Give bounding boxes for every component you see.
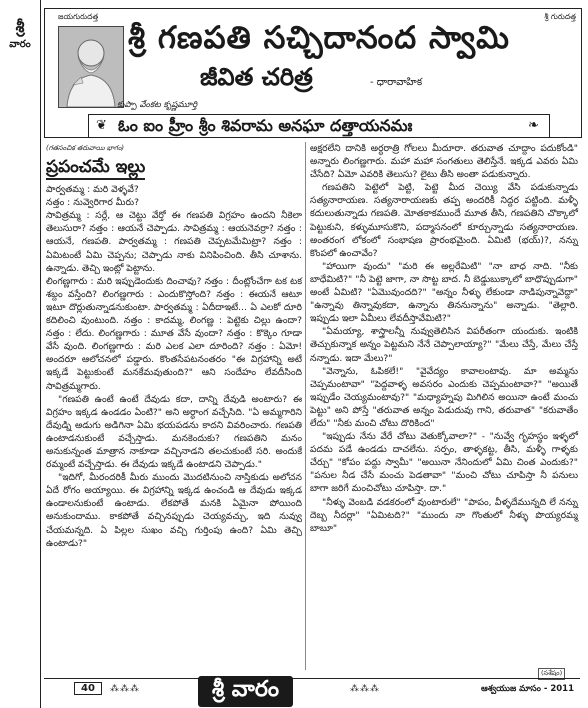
author-name: కుప్పా వేంకట కృష్ణమూర్తి	[117, 100, 198, 110]
article-subtitle: జీవిత చరిత్ర	[200, 62, 313, 91]
paragraph: లింగణ్ణగారు : మరి ఇప్పుడెందుకు దించావు? నత్తం : దీంట్లోంచేగా టక టక శబ్దం వస్తేంది? లింగణ్ణగారు : ఎందుకొస్తోంది? నత్తం : ఈయనే ఆటూ ఇటూ దొర్లుతున్నాడనుకుంటా. పార్వతమ్మ : ఏదీదాఇటే... ఏ ఎలకో దూరి కదిలించి వుంటుంది. నత్తం : కాదమ్మ, లింగణ్ణ : పెట్టెకు చిల్లు ఉందా? నత్తం : లేదు. లింగణ్ణగారు : మూత వేసే వుందా? నత్తం : కొక్కెం గూడా వేసే వుంది. లింగణ్ణగారు : మరి ఎలక ఎలా దూరింది? నత్తం : ఏమో! అందరూ ఆలోచనలో పడ్డారు. కొంతసేపటనంతరం "ఈ విగ్రహాన్ని అటే ఇక్కడే పెట్టుకుంటే మనకేమవుతుంది?" ఆని సందేహం లేవదీసింది సావిత్రమ్మగారు.	[46, 275, 302, 392]
column-divider	[305, 142, 306, 670]
section-heading: ప్రపంచమే ఇల్లు	[46, 156, 145, 180]
paragraph: "ఏమయ్యా, శాస్త్రాలన్నీ నువ్వుతెలిసిన విపరీతంగా యందుకు. ఇంటికి తెచ్చుకున్నాక అన్నం పెట్టమని నేనే చెప్పాలాయ్యా?" "మేలు చేస్తే, మేలు చేస్తే నన్నాడు. ఇదా మేలు?"	[310, 326, 578, 364]
serial-label: - ధారావాహిక	[370, 77, 423, 88]
paragraph: అక్షరలేని దానికి అర్ధరాత్రి గోలలు మీదూరా. తరువాత చూద్దాం పదుకోండి" అన్నారు లింగణ్ణగారు. మహా మహా సంగతులు తెలిస్తేనే. ఇక్కడ ఎవరు ఏమి చేసేది? ఏమో ఎవరికి తెలుసు? లైటు తీసి అంతా పడుకున్నారు.	[310, 143, 578, 181]
paragraph: సావిత్రమ్మ : సర్లే, ఆ చెట్టు వేర్తో ఈ గణపతి విగ్రహం ఉందని నీకెలా తెలుసురా? నత్తం : ఆయనే చెప్పాడు. సావిత్రమ్మ : ఆయనెవర్రా? నత్తం : ఆయనే, గణపతి. పార్వతమ్మ : గణపతి చెప్పటమేమిట్రా? నత్తం : ఏమిటంటే ఏమి చెప్పను; చెప్పాడు నాకు వినిపించింది. తీసి చూశాను. ఉన్నాడు. తెచ్చి ఇంట్లో పెట్టాను.	[46, 210, 302, 274]
logo-line: వారం	[9, 39, 31, 50]
paragraph: "గణపతి ఉంటే ఉంటే దేవుడు కదా, దాన్ని దేవుడి అంటారు? ఈ విగ్రహం ఇక్కడ ఉండడం ఏంటి?" అని అర్ధాంగ వచ్చేసిది. "ఏ అమ్మగారిని దేవుడ్ని అడుగు అడిగినా ఏమి భయపడను కాదని వివరించారు. గణపతి ఉంటాడనుకుంటే వచ్చేస్తాడు. మనకెందుకు? గణపతిని మనం అనుకున్నంత మాత్రాన నాకూడా వచ్చినాడని తలచుకుంటే సరి. అందుకే రమ్మంటే వచ్చేస్తాడు. ఈ దేవుడు ఇక్కడే ఉంటాడని చెప్పాడు."	[46, 393, 302, 471]
footer-ornament: ⁂⁂⁂	[110, 684, 140, 694]
header-top-left: జయగురుదత్త	[58, 12, 99, 21]
paragraph: "వెన్నాను, ఓపికలే!" "వైవేద్యం కావాలంటావు. మా అమ్మను చెప్పమంటావా" "పెద్దవాళ్ళ అవసరం ఎందుకు చెప్పమంటావా?" "అయితే ఇప్పుడేం చెయ్యమంటావు?" "మధ్యాహ్నపు మిగిలిన అయినా ఉంటే మంచు పెట్టు" అని పోస్తే "తరువాత అన్నం పెడుదువు గాని, తరువాత" "కరువాతేం లేదు" "నీకు మంచి చోటు దొరికింద"	[310, 365, 578, 429]
magazine-logo	[5, 18, 35, 54]
header-top-right: శ్రీ గురుదత్త	[544, 12, 576, 21]
article-title: శ్రీ గణపతి సచ్చిదానంద స్వామి	[128, 20, 510, 56]
logo-line: శ్రీ	[15, 17, 25, 36]
paragraph: నత్తం : నువ్వెరిగార మీరు?	[46, 197, 139, 209]
paragraph: "హాయిగా వుందు" "మరి ఈ అల్లరేమిటి" "నా బాధ నాది. "నీకు బాధేమిటి?" "నీ పెట్టె జాగా, నా సొట్ట బాద. నీ బెడ్డుబుక్కాలో బాధొప్పుడుగా" అంటే ఏమిటి? "ఏమొవుందది?" "అన్నం నీళ్ళు లేకుండా నాడిపున్నావెద్దా" "ఉన్నావు తిన్నావుకదా, ఉన్నాను తిననున్నాను" అన్నాడు. "తెల్లారి. ఇప్పుడు ఇలా ఏమీలు లేవదీస్తావేమిటి?"	[310, 260, 578, 325]
paragraph: పార్వతమ్మ : మరి వెళ్ళవే?	[46, 184, 139, 196]
continued-note: (గతసంచిక తరువాయి భాగం)	[46, 144, 125, 152]
left-strip	[0, 0, 41, 708]
issue-date: ఆశ్వయుజ మాసం - 2011	[480, 684, 574, 694]
lotus-icon: ❦	[96, 118, 107, 133]
portrait-image	[59, 27, 123, 107]
left-column	[46, 142, 302, 550]
lotus-icon: ❧	[528, 118, 539, 133]
right-column	[310, 142, 578, 535]
page-number: 40	[74, 682, 102, 695]
mantra-text: ఓం ఐం హ్రీం శ్రీం శివరామ అనఘా దత్తాయనమః	[118, 116, 413, 135]
continued-stamp: (సశేషం)	[538, 668, 565, 680]
paragraph: "నీళ్ళు వెంబడి వడకరంలో వుంటారులే" "పాపం, వీళ్ళదేమున్నది లే నన్ను దెబ్బ నీదర్లా" "ఏమిటది?" "ముందు నా గొంతులో నీళ్ళు పొయ్యరమ్మ బాబూ"	[310, 496, 578, 534]
paragraph: గణపతిని పెట్టెలో పెట్టి, పెట్టె మీద చెయ్యి వేసి పడుకున్నాడు సత్యనారాయణ. సత్యనారాయణకు తప్ప అందరికీ నిద్దర పట్టింది. మళ్ళీ కదులుతున్నాడు గణపతి. మోతకాకముందే మూత తీసి, గణపతిని చొక్కాలో పెట్టుకుని, కళ్ళుమూసుకొని, పద్మాసనంలో కూర్చున్నాడు సత్యనారాయణ. అంతరంగ లోకంలో సంభాషణ ప్రారంభమైంది. ఏమిటి (భయ్)?, నన్ను కొంపలో ఉంచావేం?	[310, 182, 578, 259]
footer-magazine-logo: శ్రీ వారం	[198, 676, 293, 707]
paragraph: "ఇప్పుడు నేను వేరే చోటు వెతుక్కోవాలా?" - "నువ్వే గృహస్థం ఇళ్ళలో పదమ పడే ఉండడు దాచలేను. సర్పం, తాళ్ళకట్ట, తీసి, మళ్ళీ గాళ్ళకు చేర్చు" "కోపం పద్దు స్వామీ" "అయినా నేనిందులో ఏమి చింత ఎందుకు?" "పనుల నీడ చేసే మంచు పెడతావా" "మంచి చోటు చూపిస్తా నీ పనులు బాగా జరిగే మంచిచోటు చూపిస్తా. దా."	[310, 431, 578, 495]
paragraph: "ఇదిగో, మీరందరికీ మీరు ముందు మొదటినుంచి నాస్తికుడు అలోచన ఏదే రోగం అయ్యాయి. ఈ విగ్రహాన్ని ఇక్కడ ఉంచండి ఆ దేవుడు ఇక్కడ ఉండాలనుకుంటే ఉంటాడు. లేకపోతే మనకి ఏమైనా పోయింది అనుకుందాము. కాకపోతే వచ్చినప్పుడు చెయ్యవచ్చు, ఇది నువ్వు చేయమన్నది. ఏ పిల్లల సుఖం వచ్చి గుర్తింపు ఉంది? ఏమి తెచ్చి ఉంటాడు?"	[46, 472, 302, 549]
swami-portrait	[58, 26, 124, 108]
footer-ornament: ⁂⁂⁂	[350, 684, 380, 694]
